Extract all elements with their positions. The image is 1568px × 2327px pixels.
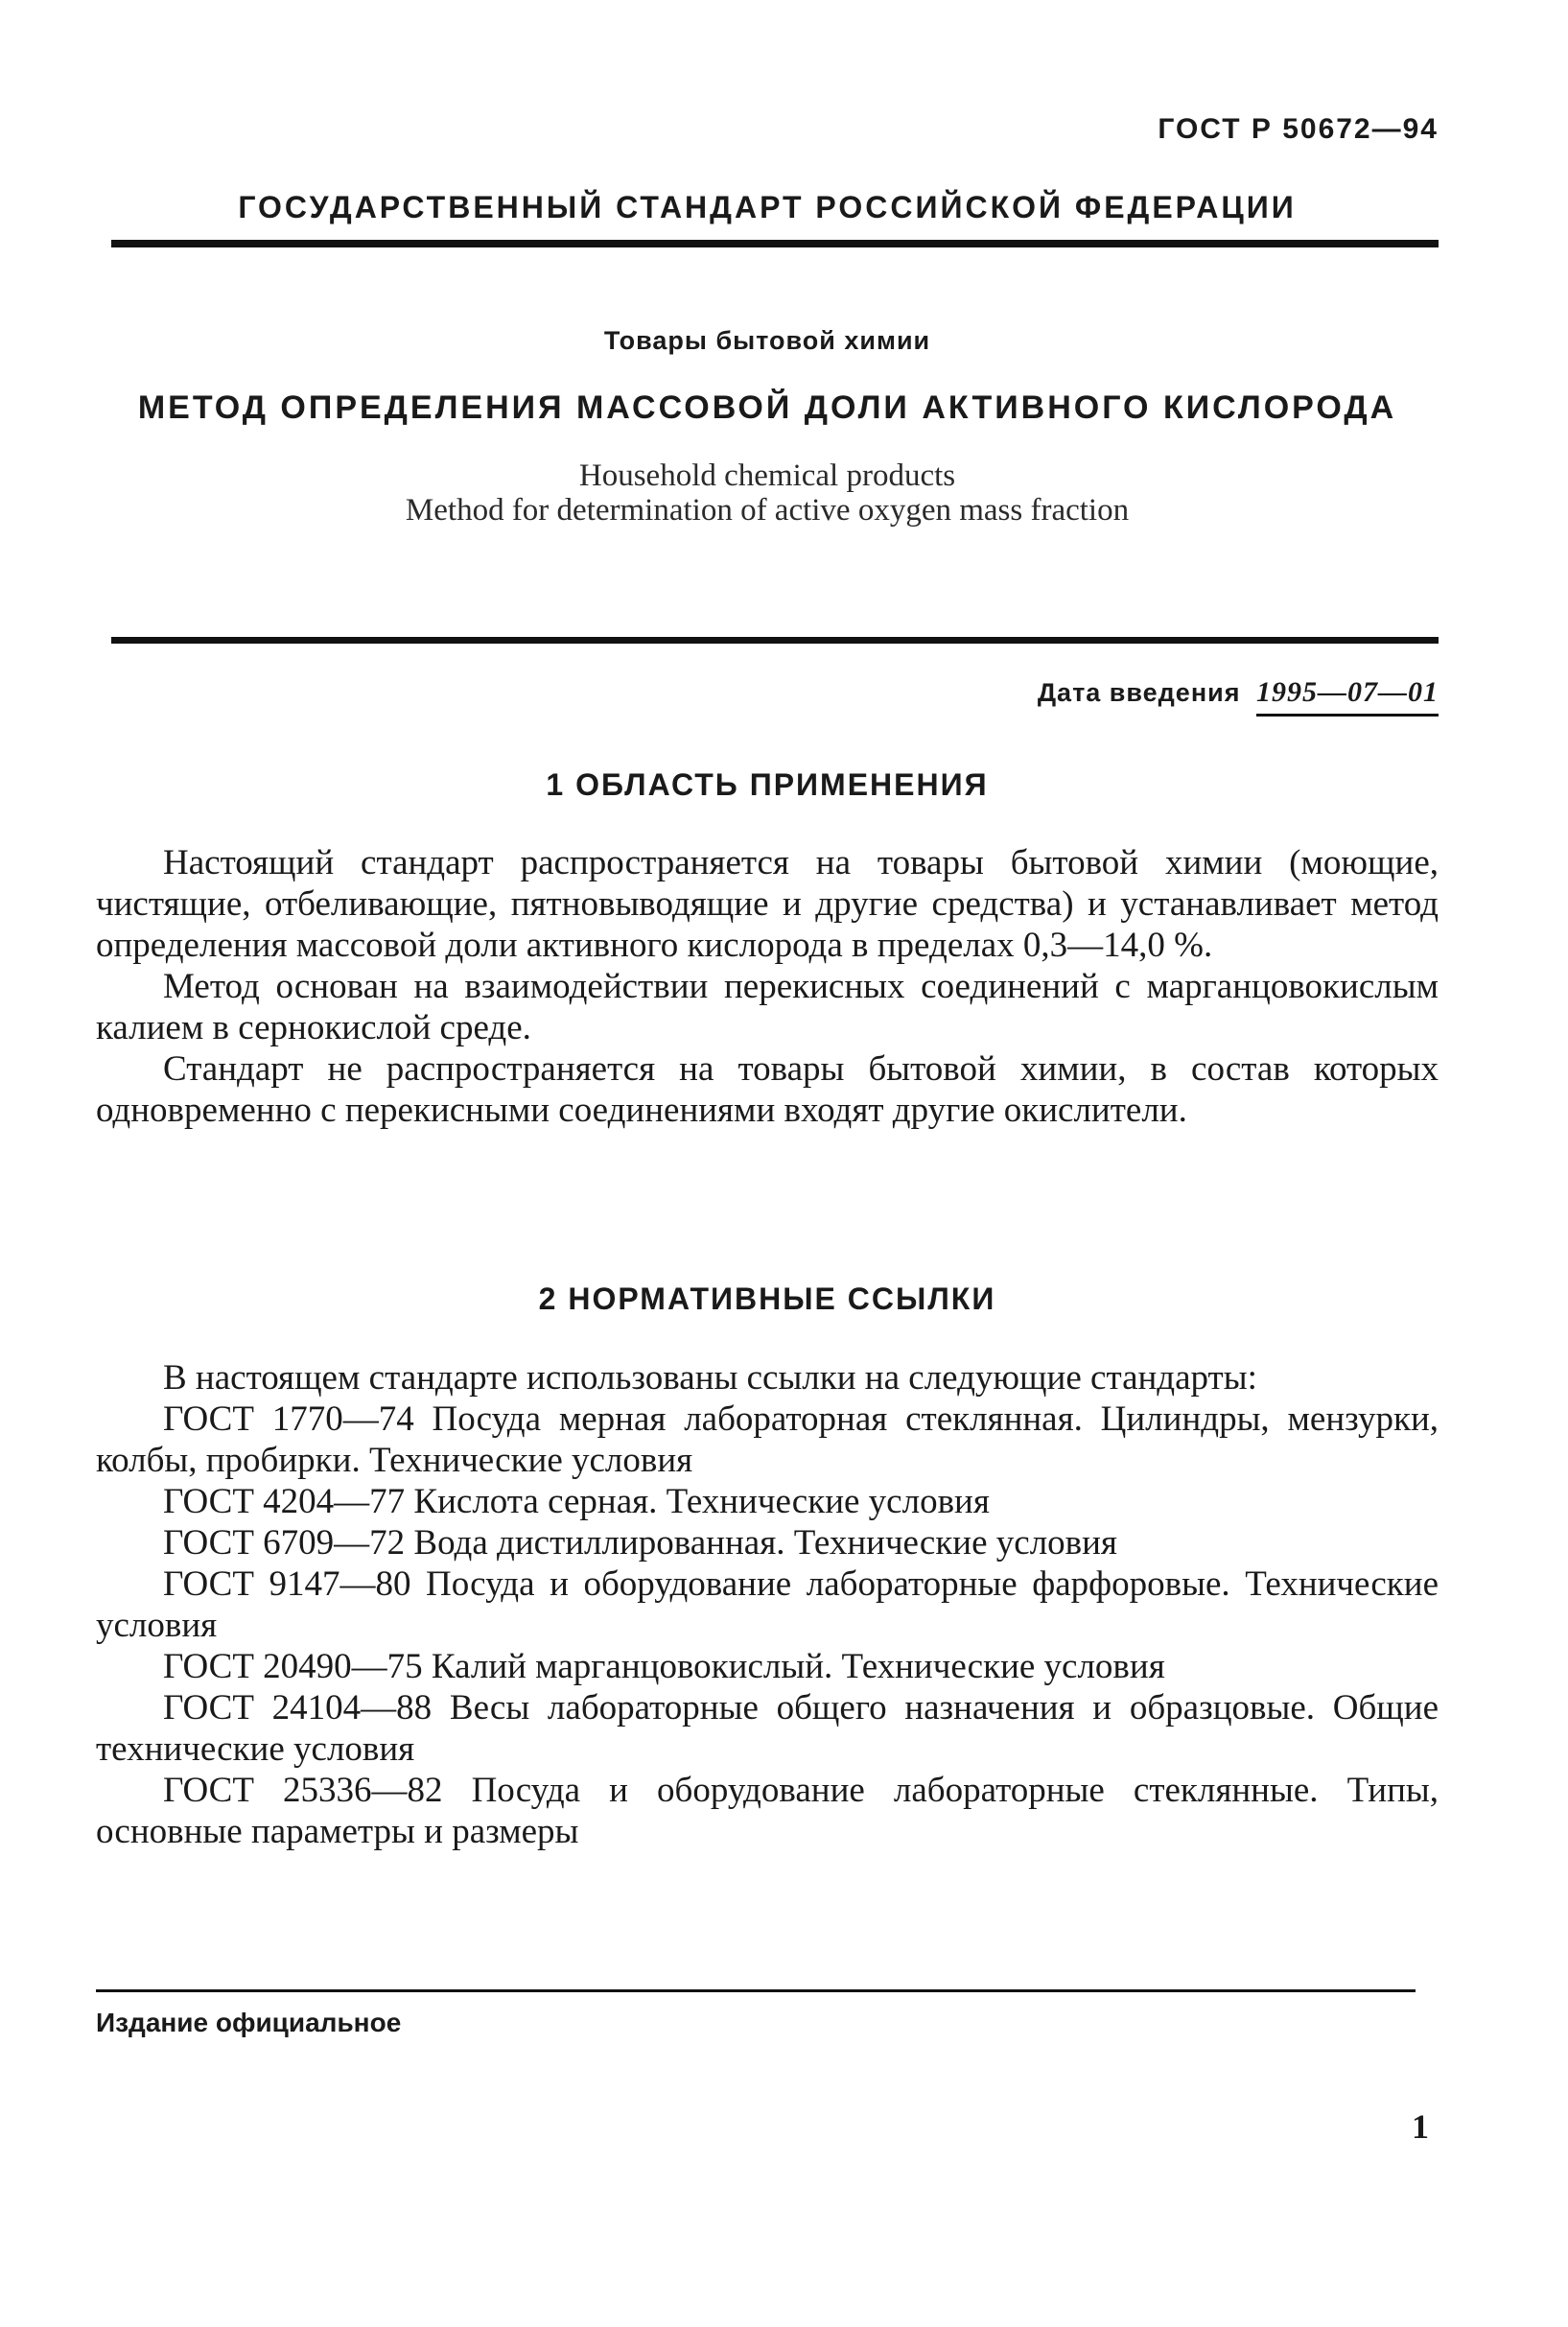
section-heading-references: 2 НОРМАТИВНЫЕ ССЫЛКИ — [538, 1281, 996, 1316]
page-number: 1 — [1412, 2107, 1429, 2146]
reference-item: ГОСТ 20490—75 Калий марганцовокислый. Технические условия — [163, 1647, 1165, 1686]
reference-item: ГОСТ 1770—74 Посуда мерная лабораторная стеклянная. Цилиндры, мензурки, колбы, пробирки. Технические условия — [96, 1399, 1439, 1480]
introduction-date-value: 1995—07—01 — [1256, 676, 1439, 717]
reference-item: ГОСТ 24104—88 Весы лабораторные общего назначения и образцовые. Общие технические условия — [96, 1688, 1439, 1769]
reference-item: ГОСТ 9147—80 Посуда и оборудование лабораторные фарфоровые. Технические условия — [96, 1564, 1439, 1645]
edition-label: Издание официальное — [96, 2008, 402, 2037]
footer-rule — [96, 1989, 1416, 1992]
english-title-line-1: Household chemical products — [578, 458, 956, 493]
section-body-scope — [96, 842, 1439, 1131]
paragraph: Настоящий стандарт распространяется на товары бытовой химии (моющие, чистящие, отбеливающие, пятновыводящие и другие средства) и устанавливает метод определения массовой доли активного кислорода в пределах 0,3—14,0 %. — [96, 843, 1439, 965]
document-subject: Товары бытовой химии — [603, 326, 931, 355]
reference-item: ГОСТ 4204—77 Кислота серная. Технические условия — [163, 1482, 990, 1521]
document-number: ГОСТ Р 50672—94 — [1158, 113, 1439, 145]
section-body-references — [96, 1357, 1439, 1852]
english-title-line-2: Method for determination of active oxygen mass fraction — [405, 493, 1130, 528]
reference-item: ГОСТ 6709—72 Вода дистиллированная. Технические условия — [163, 1523, 1117, 1563]
paragraph: Метод основан на взаимодействии перекисных соединений с марганцовокислым калием в сернокислой среде. — [96, 967, 1439, 1047]
paragraph: В настоящем стандарте использованы ссылки на следующие стандарты: — [163, 1358, 1257, 1398]
organization-title: ГОСУДАРСТВЕННЫЙ СТАНДАРТ РОССИЙСКОЙ ФЕДЕРАЦИИ — [238, 190, 1297, 224]
paragraph: Стандарт не распространяется на товары бытовой химии, в состав которых одновременно с перекисными соединениями входят другие окислители. — [96, 1049, 1439, 1130]
section-heading-scope: 1 ОБЛАСТЬ ПРИМЕНЕНИЯ — [546, 767, 989, 802]
header-rule — [111, 240, 1439, 247]
english-title — [96, 458, 1439, 528]
document-title: МЕТОД ОПРЕДЕЛЕНИЯ МАССОВОЙ ДОЛИ АКТИВНОГО КИСЛОРОДА — [137, 389, 1397, 426]
reference-item: ГОСТ 25336—82 Посуда и оборудование лабораторные стеклянные. Типы, основные параметры и размеры — [96, 1771, 1439, 1851]
document-page — [96, 0, 1439, 2327]
introduction-date-label: Дата введения — [1037, 678, 1241, 707]
introduction-date — [1038, 676, 1439, 709]
title-rule — [111, 637, 1439, 644]
